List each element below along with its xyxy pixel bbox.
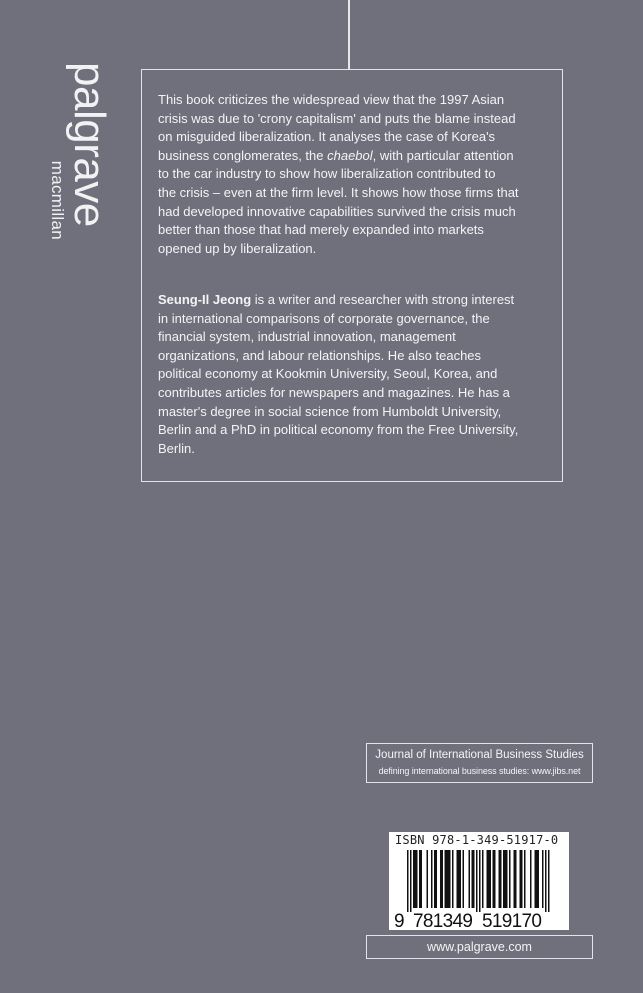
barcode-bar [494, 850, 496, 908]
text-run: Berlin. [158, 440, 195, 456]
jibs-title: Journal of International Business Studies [375, 749, 584, 761]
text-run: opened up by liberalization. [158, 240, 317, 256]
text-line [158, 347, 518, 366]
barcode-bar [452, 850, 454, 908]
barcode-bar [463, 850, 465, 908]
text-run: better than those that had merely expanded into markets [158, 222, 484, 238]
text-line [158, 184, 519, 203]
barcode-bar [530, 850, 532, 908]
ean-right-digits: 519170 [482, 911, 542, 930]
barcode-bar [421, 850, 423, 908]
barcode-bar [446, 850, 448, 908]
text-run: Berlin and a PhD in political economy from the Free University, [158, 422, 519, 438]
text-line [158, 147, 519, 166]
text-run: , with particular attention [372, 147, 514, 163]
jibs-subtitle: defining international business studies: www.jibs.net [378, 766, 581, 776]
barcode-bar [490, 850, 492, 908]
text-line [158, 328, 518, 347]
text-run: business conglomerates, the [158, 147, 328, 163]
text-line [158, 310, 518, 329]
barcode-bar [442, 850, 444, 908]
barcode-bar [509, 850, 511, 908]
barcode-bar [440, 850, 442, 908]
barcode-bar [479, 850, 481, 912]
text-run: financial system, industrial innovation, management [158, 329, 456, 345]
text-run: political economy at Kookmin University, Seoul, Korea, and [158, 366, 498, 382]
barcode-bar [469, 850, 471, 908]
text-run: on misguided liberalization. It analyses the case of Korea's [158, 129, 496, 145]
barcode-bars [389, 832, 569, 930]
barcode-bar [410, 850, 412, 912]
barcode-bar [505, 850, 507, 908]
barcode-bar [524, 850, 526, 908]
text-run: organizations, and labour relationships. He also teaches [158, 347, 482, 363]
barcode-bar [415, 850, 417, 908]
barcode-bar [506, 850, 508, 908]
ean-first-digit: 9 [394, 911, 405, 930]
jibs-box [366, 743, 593, 783]
text-run: had developed innovative capabilities survived the crisis much [158, 203, 516, 219]
barcode-bar [500, 850, 502, 908]
text-line [158, 165, 519, 184]
barcode-bar [436, 850, 438, 908]
text-line [158, 91, 519, 110]
text-line [158, 203, 519, 222]
barcode-bar [407, 850, 409, 912]
text-line [158, 440, 518, 459]
barcode-bar [493, 850, 495, 908]
palgrave-macmillan-logo [48, 62, 112, 244]
barcode-bar [434, 850, 436, 908]
text-run: master's degree in social science from Humboldt University, [158, 403, 502, 419]
text-run: to the car industry to show how liberalization contributed to [158, 166, 496, 182]
barcode-bar [472, 850, 474, 908]
text-line [158, 110, 519, 129]
emphasis-text: chaebol [327, 147, 373, 163]
barcode-bar [460, 850, 462, 908]
barcode-bar [514, 850, 516, 908]
barcode-bar [482, 850, 484, 908]
barcode-bar [476, 850, 478, 912]
text-line [158, 221, 519, 240]
barcode-bar [488, 850, 490, 908]
barcode-bar [419, 850, 421, 908]
text-line [158, 240, 519, 259]
barcode-bar [448, 850, 450, 908]
barcode-bar [457, 850, 459, 908]
text-run: contributes articles for newspapers and magazines. He has a [158, 384, 510, 400]
website-url: www.palgrave.com [366, 935, 593, 959]
barcode-bar [536, 850, 538, 908]
barcode-bar [542, 850, 544, 908]
text-run: the crisis – even at the firm level. It shows how those firms that [158, 184, 519, 200]
barcode-bar [499, 850, 501, 908]
isbn-label: ISBN 978-1-349-51917-0 [395, 833, 559, 847]
barcode-bar [445, 850, 447, 908]
barcode-bar [521, 850, 523, 908]
author-bio [158, 291, 518, 458]
text-line [158, 365, 518, 384]
barcode-bar [458, 850, 460, 908]
barcode-bar [545, 850, 547, 912]
barcode-bar [503, 850, 505, 908]
blurb-box [141, 69, 563, 482]
barcode-bar [413, 850, 415, 908]
barcode-bar [538, 850, 540, 908]
text-run: is a writer and researcher with strong interest [251, 292, 515, 307]
text-run: in international comparisons of corporate governance, the [158, 310, 490, 326]
author-name: Seung-Il Jeong [158, 292, 252, 307]
barcode-bar [520, 850, 522, 908]
barcode-bar [548, 850, 550, 912]
text-line [158, 384, 518, 403]
barcode-bar [515, 850, 517, 908]
text-line [158, 403, 518, 422]
text-line [158, 421, 518, 440]
ean-left-digits: 781349 [413, 911, 473, 930]
barcode-bar [449, 850, 451, 908]
text-line [158, 291, 518, 310]
vertical-rule [348, 0, 350, 69]
logo-macmillan: macmillan [48, 160, 67, 240]
text-run: crisis was due to 'crony capitalism' and puts the blame instead [158, 110, 516, 126]
barcode-bar [487, 850, 489, 908]
text-line [158, 128, 519, 147]
text-run: This book criticizes the widespread view that the 1997 Asian [158, 92, 505, 107]
barcode-bar [431, 850, 433, 908]
isbn-barcode [389, 832, 569, 930]
barcode-bar [535, 850, 537, 908]
barcode-bar [473, 850, 475, 908]
book-description [158, 91, 519, 258]
logo-palgrave: palgrave [65, 62, 114, 227]
barcode-bar [416, 850, 418, 908]
barcode-bar [427, 850, 429, 908]
